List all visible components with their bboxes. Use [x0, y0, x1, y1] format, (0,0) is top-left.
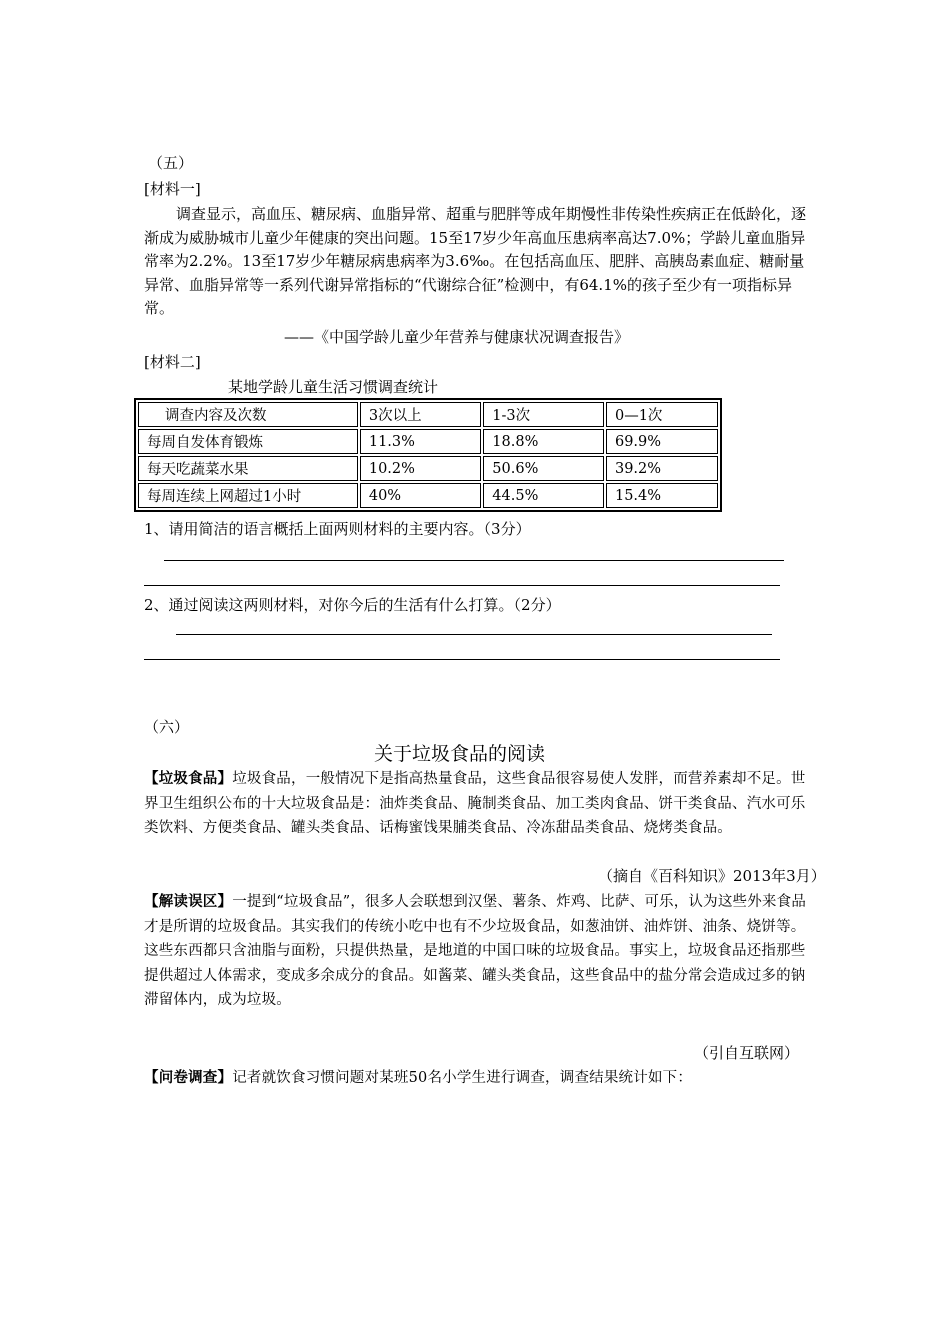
- table-cell: 44.5%: [483, 483, 604, 508]
- article-title: 关于垃圾食品的阅读: [374, 743, 546, 765]
- paragraph-label: 【垃圾食品】: [144, 771, 233, 787]
- paragraph-source: （摘自《百科知识》2013年3月）: [598, 867, 826, 885]
- table-cell: 40%: [360, 483, 481, 508]
- paragraph-label: 【问卷调查】: [144, 1070, 233, 1086]
- section-5-heading: （五）: [148, 154, 194, 172]
- table-cell: 11.3%: [360, 429, 481, 454]
- table-header-row: [138, 402, 718, 427]
- material-1-text: 调查显示，高血压、糖尿病、血脂异常、超重与肥胖等成年期慢性非传染性疾病正在低龄化，逐渐成为威胁城市儿童少年健康的突出问题。15至17岁少年高血压患病率高达7.0%；学龄儿童血脂异常率为2.2%。13至17岁少年糖尿病患病率为3.6‰。在包括高血压、肥胖、高胰岛素血症、糖耐量异常、血脂异常等一系列代谢异常指标的“代谢综合征”检测中，有64.1%的孩子至少有一项指标异常。: [144, 205, 807, 317]
- paragraph-text: 记者就饮食习惯问题对某班50名小学生进行调查，调查结果统计如下：: [232, 1070, 693, 1086]
- question-2: 2、通过阅读这两则材料，对你今后的生活有什么打算。（2分）: [144, 596, 561, 614]
- table-cell: 39.2%: [606, 456, 718, 481]
- paragraph-misconceptions: [144, 890, 814, 1013]
- table-header-cell: 3次以上: [360, 402, 481, 427]
- table-cell: 每周自发体育锻炼: [138, 429, 358, 454]
- material-1-label: [材料一]: [144, 180, 201, 198]
- table-row: [138, 483, 718, 508]
- table-cell: 18.8%: [483, 429, 604, 454]
- material-1-source: ——《中国学龄儿童少年营养与健康状况调查报告》: [284, 328, 630, 346]
- paragraph-junk-food: [144, 767, 814, 841]
- section-6-heading: （六）: [144, 718, 190, 736]
- table-cell: 每周连续上网超过1小时: [138, 483, 358, 508]
- table-cell: 15.4%: [606, 483, 718, 508]
- paragraph-source: （引自互联网）: [694, 1044, 800, 1062]
- paragraph-text: 垃圾食品，一般情况下是指高热量食品，这些食品很容易使人发胖，而营养素却不足。世界卫生组织公布的十大垃圾食品是：油炸类食品、腌制类食品、加工类肉食品、饼干类食品、汽水可乐类饮料、方便类食品、罐头类食品、话梅蜜饯果脯类食品、冷冻甜品类食品、烧烤类食品。: [144, 771, 806, 836]
- table-header-cell: 0—1次: [606, 402, 718, 427]
- answer-line[interactable]: [164, 560, 784, 561]
- paragraph-label: 【解读误区】: [144, 894, 233, 910]
- table-cell: 每天吃蔬菜水果: [138, 456, 358, 481]
- paragraph-survey: [144, 1066, 814, 1091]
- table-cell: 50.6%: [483, 456, 604, 481]
- material-2-label: [材料二]: [144, 353, 201, 371]
- table-title: 某地学龄儿童生活习惯调查统计: [228, 378, 439, 396]
- table-header-cell: 调查内容及次数: [138, 402, 358, 427]
- question-1: 1、请用简洁的语言概括上面两则材料的主要内容。（3分）: [144, 520, 531, 538]
- answer-line[interactable]: [144, 659, 780, 660]
- table-cell: 10.2%: [360, 456, 481, 481]
- table-cell: 69.9%: [606, 429, 718, 454]
- table-header-cell: 1-3次: [483, 402, 604, 427]
- answer-line[interactable]: [144, 585, 780, 586]
- paragraph-text: 一提到“垃圾食品”，很多人会联想到汉堡、薯条、炸鸡、比萨、可乐，认为这些外来食品才是所谓的垃圾食品。其实我们的传统小吃中也有不少垃圾食品，如葱油饼、油炸饼、油条、烧饼等。这些东西都只含油脂与面粉，只提供热量，是地道的中国口味的垃圾食品。事实上，垃圾食品还指那些提供超过人体需求，变成多余成分的食品。如酱菜、罐头类食品，这些食品中的盐分常会造成过多的钠滞留体内，成为垃圾。: [144, 894, 807, 1008]
- table-row: [138, 429, 718, 454]
- table-row: [138, 456, 718, 481]
- answer-line[interactable]: [176, 634, 772, 635]
- survey-table: [134, 398, 722, 512]
